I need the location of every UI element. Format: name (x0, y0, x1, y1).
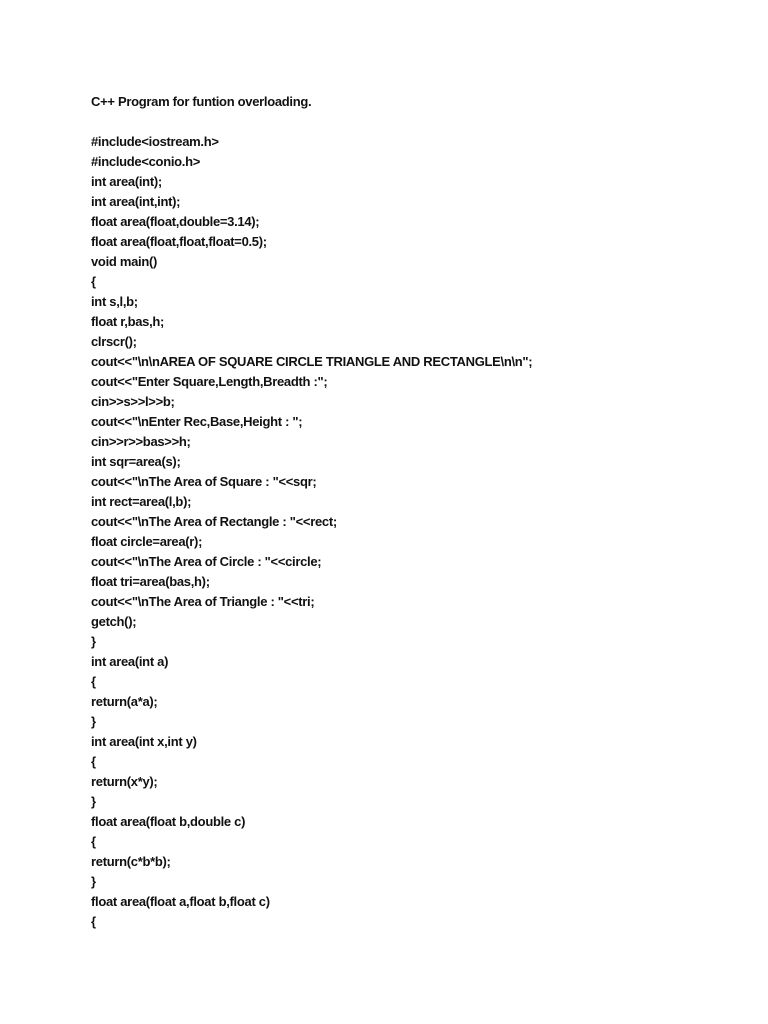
code-line: } (91, 714, 96, 729)
code-line: cin>>s>>l>>b; (91, 394, 175, 409)
code-line: { (91, 914, 96, 929)
code-listing (91, 132, 731, 932)
code-line: float circle=area(r); (91, 534, 203, 549)
code-line: float area(float,double=3.14); (91, 214, 260, 229)
code-line: float tri=area(bas,h); (91, 574, 210, 589)
code-line: { (91, 834, 96, 849)
code-line: { (91, 274, 96, 289)
code-line: cout<<"\nThe Area of Rectangle : "<<rect; (91, 514, 337, 529)
document-title: C++ Program for funtion overloading. (91, 94, 312, 109)
code-line: int rect=area(l,b); (91, 494, 192, 509)
code-line: cout<<"\nThe Area of Triangle : "<<tri; (91, 594, 315, 609)
code-line: cout<<"Enter Square,Length,Breadth :"; (91, 374, 328, 389)
code-line: float r,bas,h; (91, 314, 165, 329)
code-line: float area(float b,double c) (91, 814, 246, 829)
code-line: int area(int); (91, 174, 162, 189)
code-line: int area(int x,int y) (91, 734, 197, 749)
code-line: return(x*y); (91, 774, 158, 789)
code-line: int sqr=area(s); (91, 454, 181, 469)
code-line: void main() (91, 254, 158, 269)
code-line: return(a*a); (91, 694, 158, 709)
code-line: cout<<"\n\nAREA OF SQUARE CIRCLE TRIANGLE AND RECTANGLE\n\n"; (91, 354, 533, 369)
code-line: #include<conio.h> (91, 154, 201, 169)
code-line: } (91, 794, 96, 809)
code-line: float area(float,float,float=0.5); (91, 234, 267, 249)
code-line: int area(int a) (91, 654, 169, 669)
code-line: { (91, 674, 96, 689)
code-line: cout<<"\nThe Area of Circle : "<<circle; (91, 554, 322, 569)
code-line: cout<<"\nEnter Rec,Base,Height : "; (91, 414, 303, 429)
code-line: cout<<"\nThe Area of Square : "<<sqr; (91, 474, 317, 489)
code-line: clrscr(); (91, 334, 137, 349)
code-line: } (91, 874, 96, 889)
code-line: int s,l,b; (91, 294, 138, 309)
code-line: #include<iostream.h> (91, 134, 219, 149)
code-line: getch(); (91, 614, 137, 629)
code-line: float area(float a,float b,float c) (91, 894, 270, 909)
code-line: cin>>r>>bas>>h; (91, 434, 191, 449)
code-line: } (91, 634, 96, 649)
code-line: int area(int,int); (91, 194, 181, 209)
code-line: return(c*b*b); (91, 854, 171, 869)
code-line: { (91, 754, 96, 769)
